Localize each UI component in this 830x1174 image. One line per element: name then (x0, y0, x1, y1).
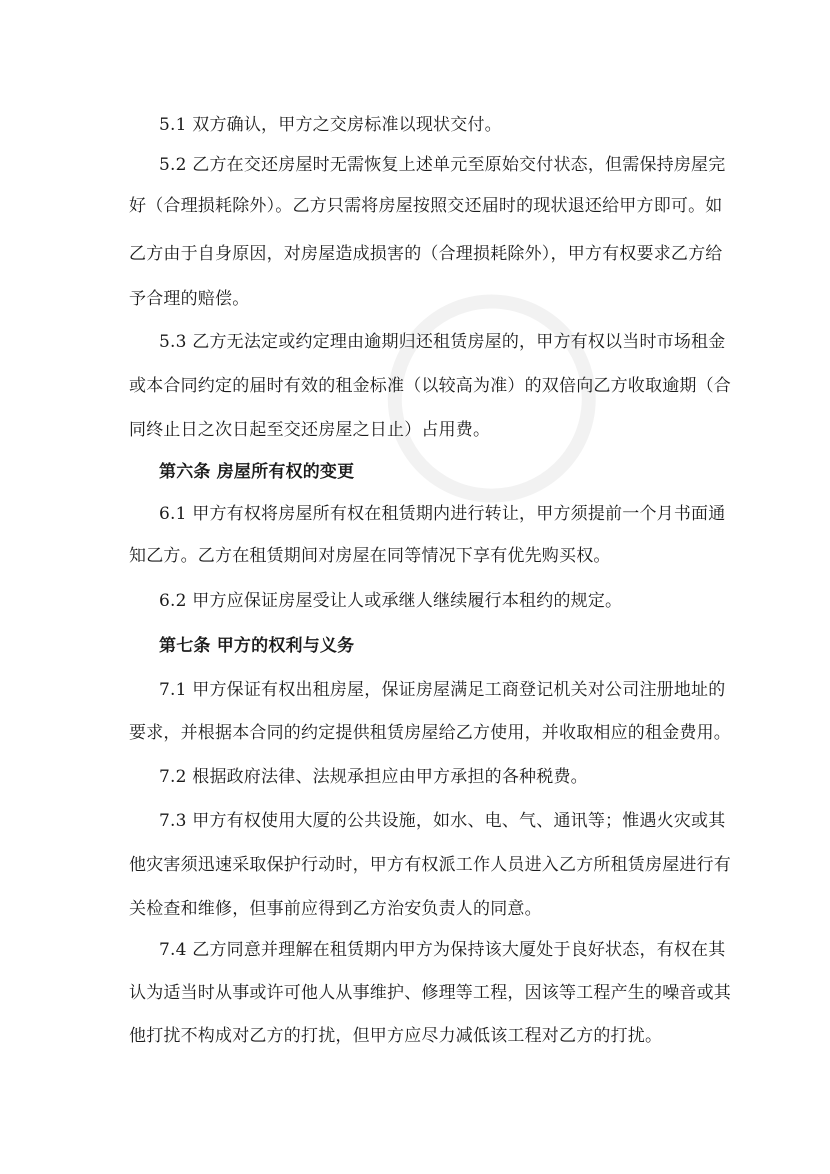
clause-6-1-line-1: 6.1 甲方有权将房屋所有权在租赁期内进行转让，甲方须提前一个月书面通 (159, 504, 726, 524)
article-7-heading: 第七条 甲方的权利与义务 (159, 636, 355, 656)
clause-5-3-line-1: 5.3 乙方无法定或约定理由逾期归还租赁房屋的，甲方有权以当时市场租金 (159, 332, 726, 352)
clause-7-1-line-1: 7.1 甲方保证有权出租房屋，保证房屋满足工商登记机关对公司注册地址的 (159, 680, 726, 700)
clause-5-1-line-1: 5.1 双方确认，甲方之交房标准以现状交付。 (159, 115, 502, 135)
clause-5-3-line-2: 或本合同约定的届时有效的租金标准（以较高为准）的双倍向乙方收取逾期（合 (129, 376, 731, 396)
clause-5-2-line-2: 好（合理损耗除外）。乙方只需将房屋按照交还届时的现状退还给甲方即可。如 (129, 196, 723, 216)
clause-7-3-line-1: 7.3 甲方有权使用大厦的公共设施，如水、电、气、通讯等；惟遇火灾或其 (159, 811, 726, 831)
clause-5-2-line-1: 5.2 乙方在交还房屋时无需恢复上述单元至原始交付状态，但需保持房屋完 (159, 155, 726, 175)
clause-7-4-line-2: 认为适当时从事或许可他人从事维护、修理等工程，因该等工程产生的噪音或其 (129, 983, 731, 1003)
clause-5-2-line-4: 予合理的赔偿。 (129, 289, 250, 309)
clause-7-2-line-1: 7.2 根据政府法律、法规承担应由甲方承担的各种税费。 (159, 767, 588, 787)
clause-7-4-line-3: 他打扰不构成对乙方的打扰，但甲方应尽力减低该工程对乙方的打扰。 (129, 1026, 663, 1046)
article-6-heading: 第六条 房屋所有权的变更 (159, 462, 355, 482)
clause-5-3-line-3: 同终止日之次日起至交还房屋之日止）占用费。 (129, 420, 491, 440)
clause-6-1-line-2: 知乙方。乙方在租赁期间对房屋在同等情况下享有优先购买权。 (129, 546, 611, 566)
clause-7-1-line-2: 要求，并根据本合同的约定提供租赁房屋给乙方使用，并收取相应的租金费用。 (129, 723, 731, 743)
clause-6-2-line-1: 6.2 甲方应保证房屋受让人或承继人继续履行本租约的规定。 (159, 591, 623, 611)
clause-5-2-line-3: 乙方由于自身原因，对房屋造成损害的（合理损耗除外），甲方有权要求乙方给 (129, 244, 723, 264)
clause-7-3-line-3: 关检查和维修，但事前应得到乙方治安负责人的同意。 (129, 899, 542, 919)
clause-7-3-line-2: 他灾害须迅速采取保护行动时，甲方有权派工作人员进入乙方所租赁房屋进行有 (129, 855, 731, 875)
clause-7-4-line-1: 7.4 乙方同意并理解在租赁期内甲方为保持该大厦处于良好状态，有权在其 (159, 940, 726, 960)
